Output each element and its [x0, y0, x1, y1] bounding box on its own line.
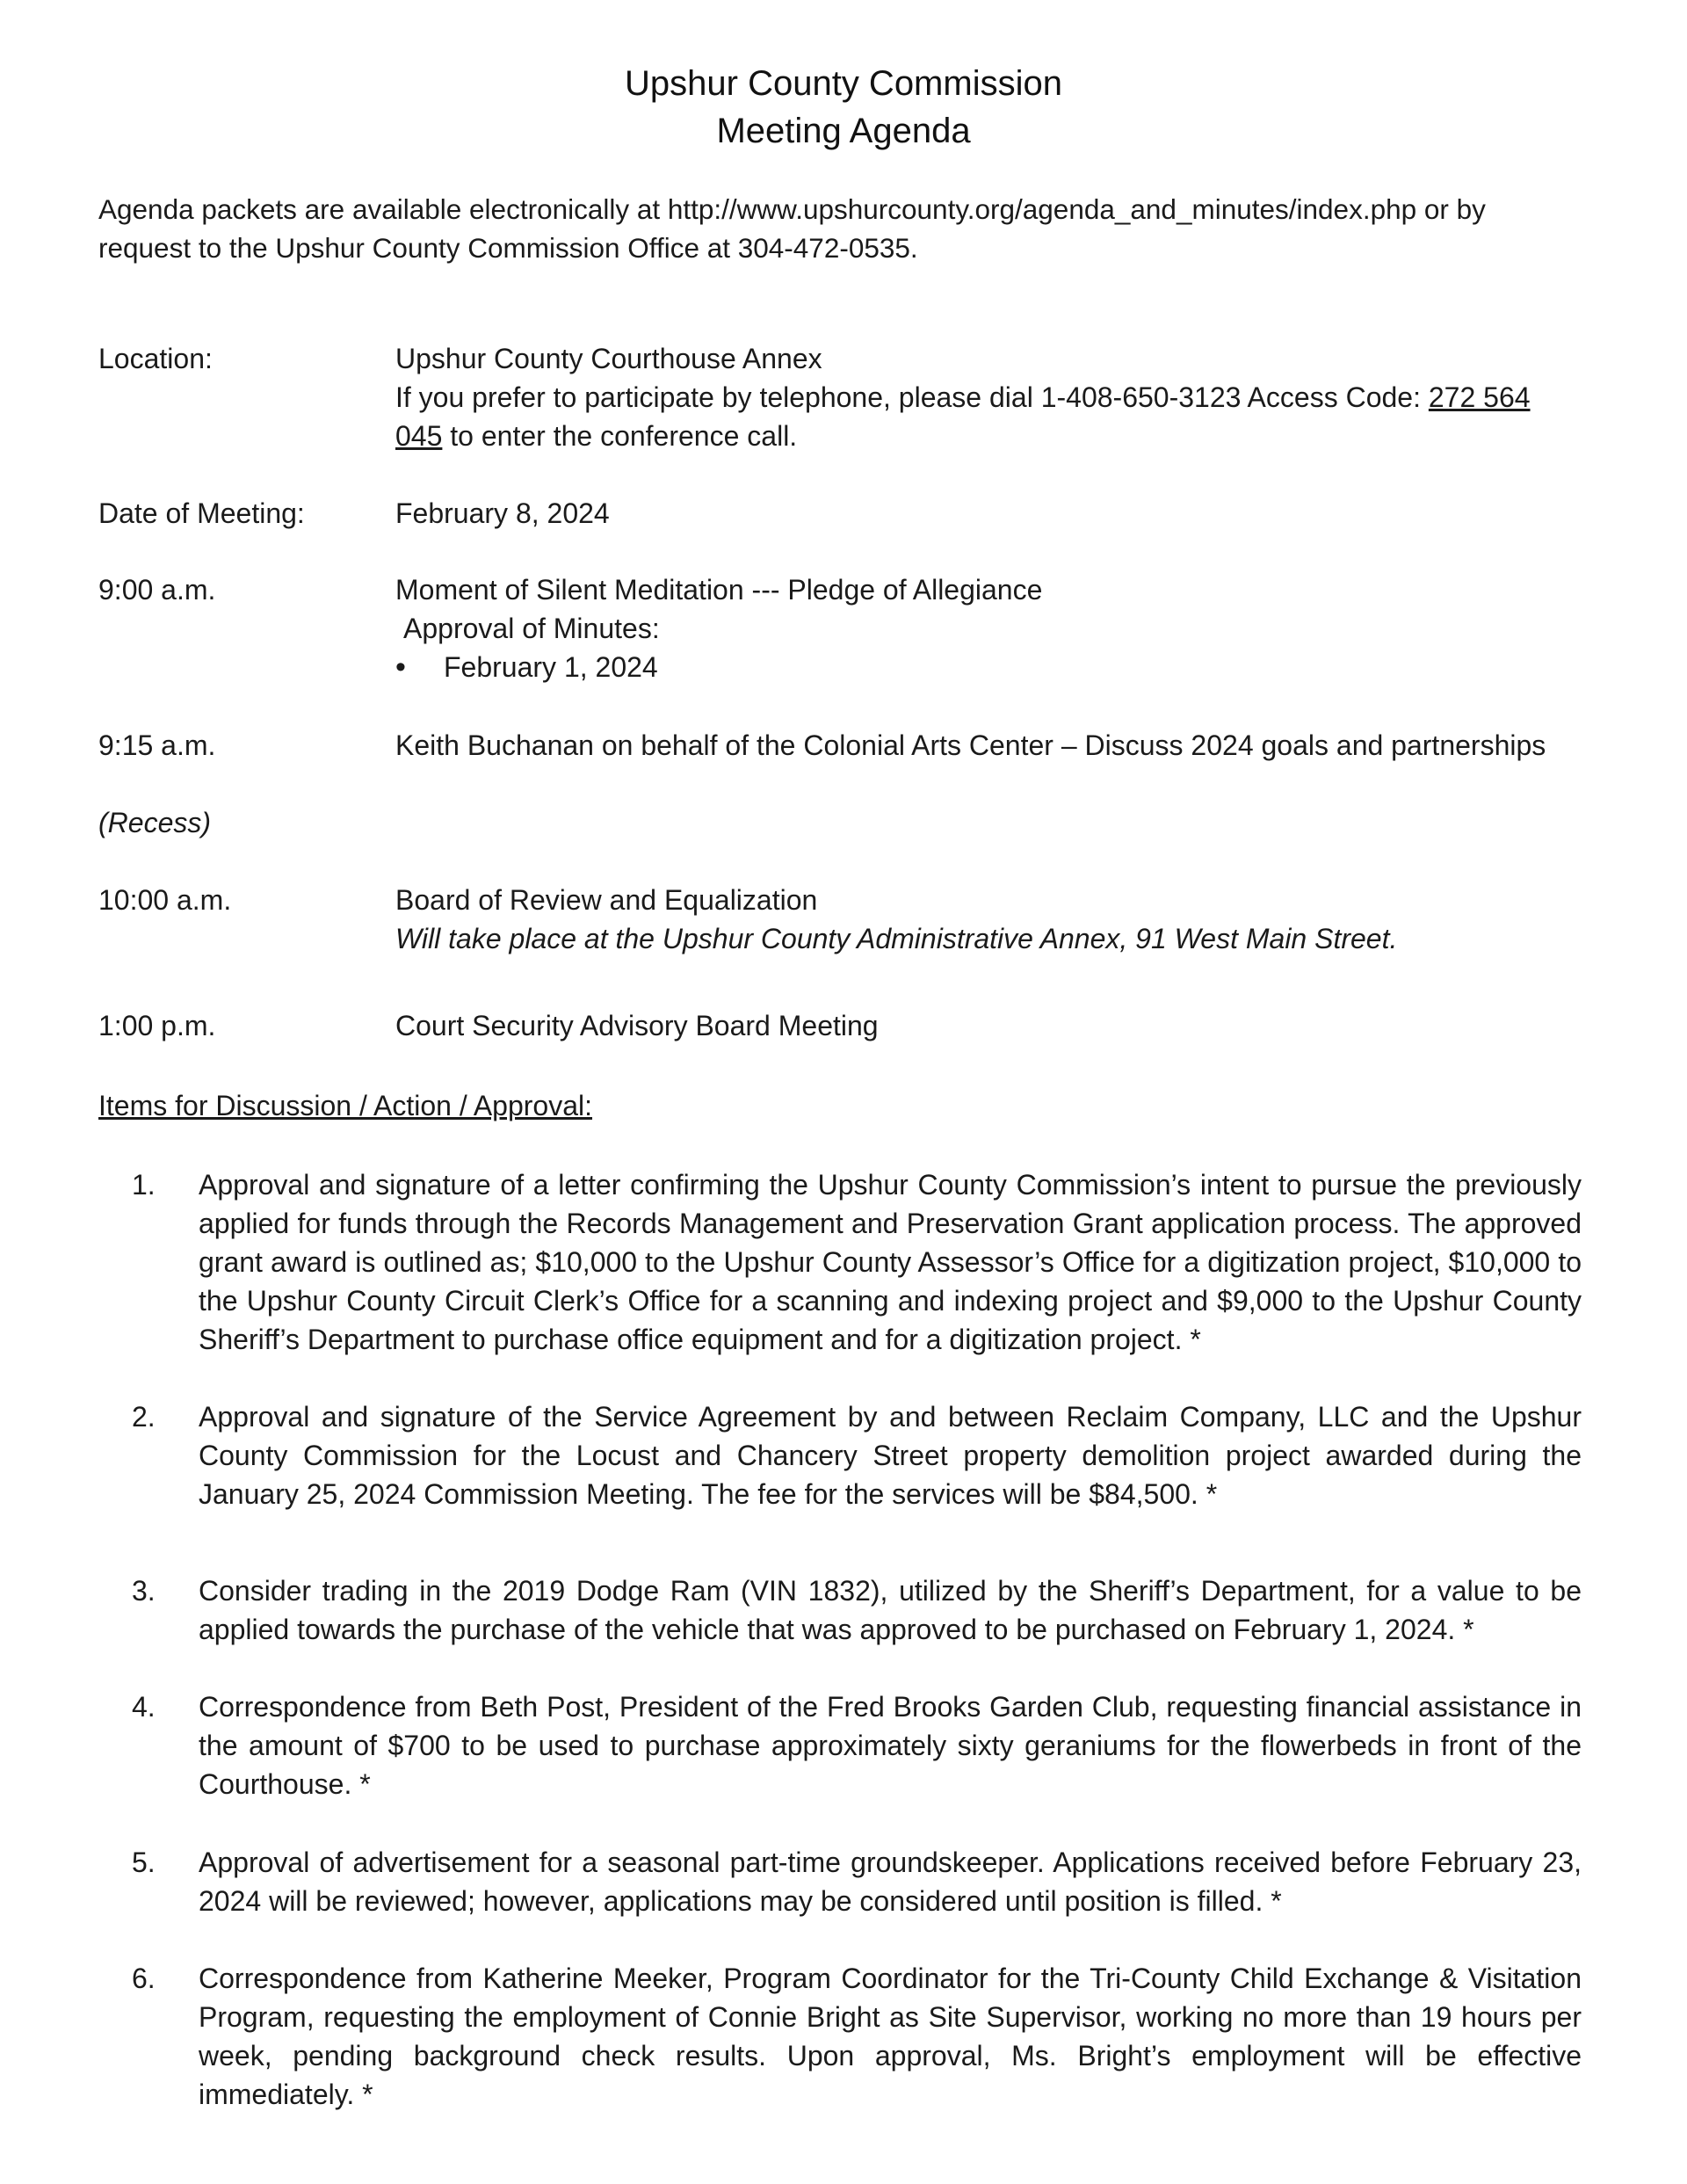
schedule-time: 1:00 p.m. [98, 1010, 216, 1041]
date-label: Date of Meeting: [98, 497, 305, 529]
phone-instructions: If you prefer to participate by telephone, please dial 1-408-650-3123 Access Code: [395, 381, 1421, 413]
agenda-item [132, 1571, 1582, 1649]
schedule-time: 9:00 a.m. [98, 574, 216, 606]
schedule-line: Moment of Silent Meditation --- Pledge of Allegiance [395, 574, 1043, 606]
schedule-line: Board of Review and Equalization [395, 884, 818, 916]
item-text: Approval of advertisement for a seasonal part-time groundskeeper. Applications received before February 23, 2024 will be reviewed; however, applications may be considered until position is filled. * [199, 1847, 1582, 1917]
agenda-item [132, 1397, 1582, 1513]
item-text: Approval and signature of the Service Agreement by and between Reclaim Company, LLC and the Upshur County Commission for the Locust and Chancery Street property demolition project awarded during the January 25, 2024 Commission Meeting. The fee for the services will be $84,500. * [199, 1401, 1582, 1510]
agenda-item [132, 1687, 1582, 1803]
schedule-subline: Approval of Minutes: [403, 613, 660, 644]
schedule-line: Court Security Advisory Board Meeting [395, 1010, 879, 1041]
phone-suffix: to enter the conference call. [450, 420, 798, 452]
item-text: Correspondence from Katherine Meeker, Program Coordinator for the Tri-County Child Exchange & Visitation Program, requesting the employment of Connie Bright as Site Supervisor, working no more than 19 hours per week, pending background check results. Upon approval, Ms. Bright’s employment will be effective immediately. * [199, 1963, 1582, 2110]
item-text: Approval and signature of a letter confirming the Upshur County Commission’s intent to pursue the previously applied for funds through the Records Management and Preservation Grant application process. The approved grant award is outlined as; $10,000 to the Upshur County Assessor’s Office for a digitization project, $10,000 to the Upshur County Circuit Clerk’s Office for a scanning and indexing project and $9,000 to the Upshur County Sheriff’s Department to purchase office equipment and for a digitization project. * [199, 1169, 1582, 1355]
schedule-entry [395, 570, 1582, 686]
recess-label: (Recess) [98, 807, 212, 838]
item-text: Correspondence from Beth Post, President of the Fred Brooks Garden Club, requesting financial assistance in the amount of $700 to be used to purchase approximately sixty geraniums for the flowerbeds in front of the Courthouse. * [199, 1691, 1582, 1800]
intro-paragraph: Agenda packets are available electronically at http://www.upshurcounty.org/agenda_and_minutes/index.php or by request to the Upshur County Commission Office at 304-472-0535. [98, 193, 1486, 264]
access-code: 272 564 045 [395, 381, 1531, 452]
minutes-date-bullet: • February 1, 2024 [395, 648, 1582, 686]
schedule-line: Keith Buchanan on behalf of the Colonial Arts Center – Discuss 2024 goals and partnerships [395, 729, 1546, 761]
item-number: 1. [132, 1169, 156, 1201]
item-number: 2. [132, 1401, 156, 1433]
schedule-time: 10:00 a.m. [98, 884, 232, 916]
location-details [395, 339, 1582, 455]
schedule-entry [395, 881, 1582, 958]
items-heading: Items for Discussion / Action / Approval: [98, 1090, 593, 1121]
item-number: 5. [132, 1847, 156, 1878]
location-label: Location: [98, 343, 213, 374]
agenda-item [132, 1959, 1582, 2114]
date-value: February 8, 2024 [395, 497, 610, 529]
agenda-item [132, 1165, 1582, 1359]
item-number: 4. [132, 1691, 156, 1723]
agenda-item [132, 1843, 1582, 1920]
location-place: Upshur County Courthouse Annex [395, 343, 822, 374]
schedule-note: Will take place at the Upshur County Administrative Annex, 91 West Main Street. [395, 923, 1398, 954]
location-phone [395, 378, 1582, 455]
item-number: 6. [132, 1963, 156, 1994]
schedule-time: 9:15 a.m. [98, 729, 216, 761]
document-subtitle: Meeting Agenda [716, 112, 971, 150]
item-text: Consider trading in the 2019 Dodge Ram (VIN 1832), utilized by the Sheriff’s Department, for a value to be applied towards the purchase of the vehicle that was approved to be purchased on February 1, 2024. * [199, 1575, 1582, 1645]
document-title: Upshur County Commission [625, 64, 1062, 103]
item-number: 3. [132, 1575, 156, 1607]
